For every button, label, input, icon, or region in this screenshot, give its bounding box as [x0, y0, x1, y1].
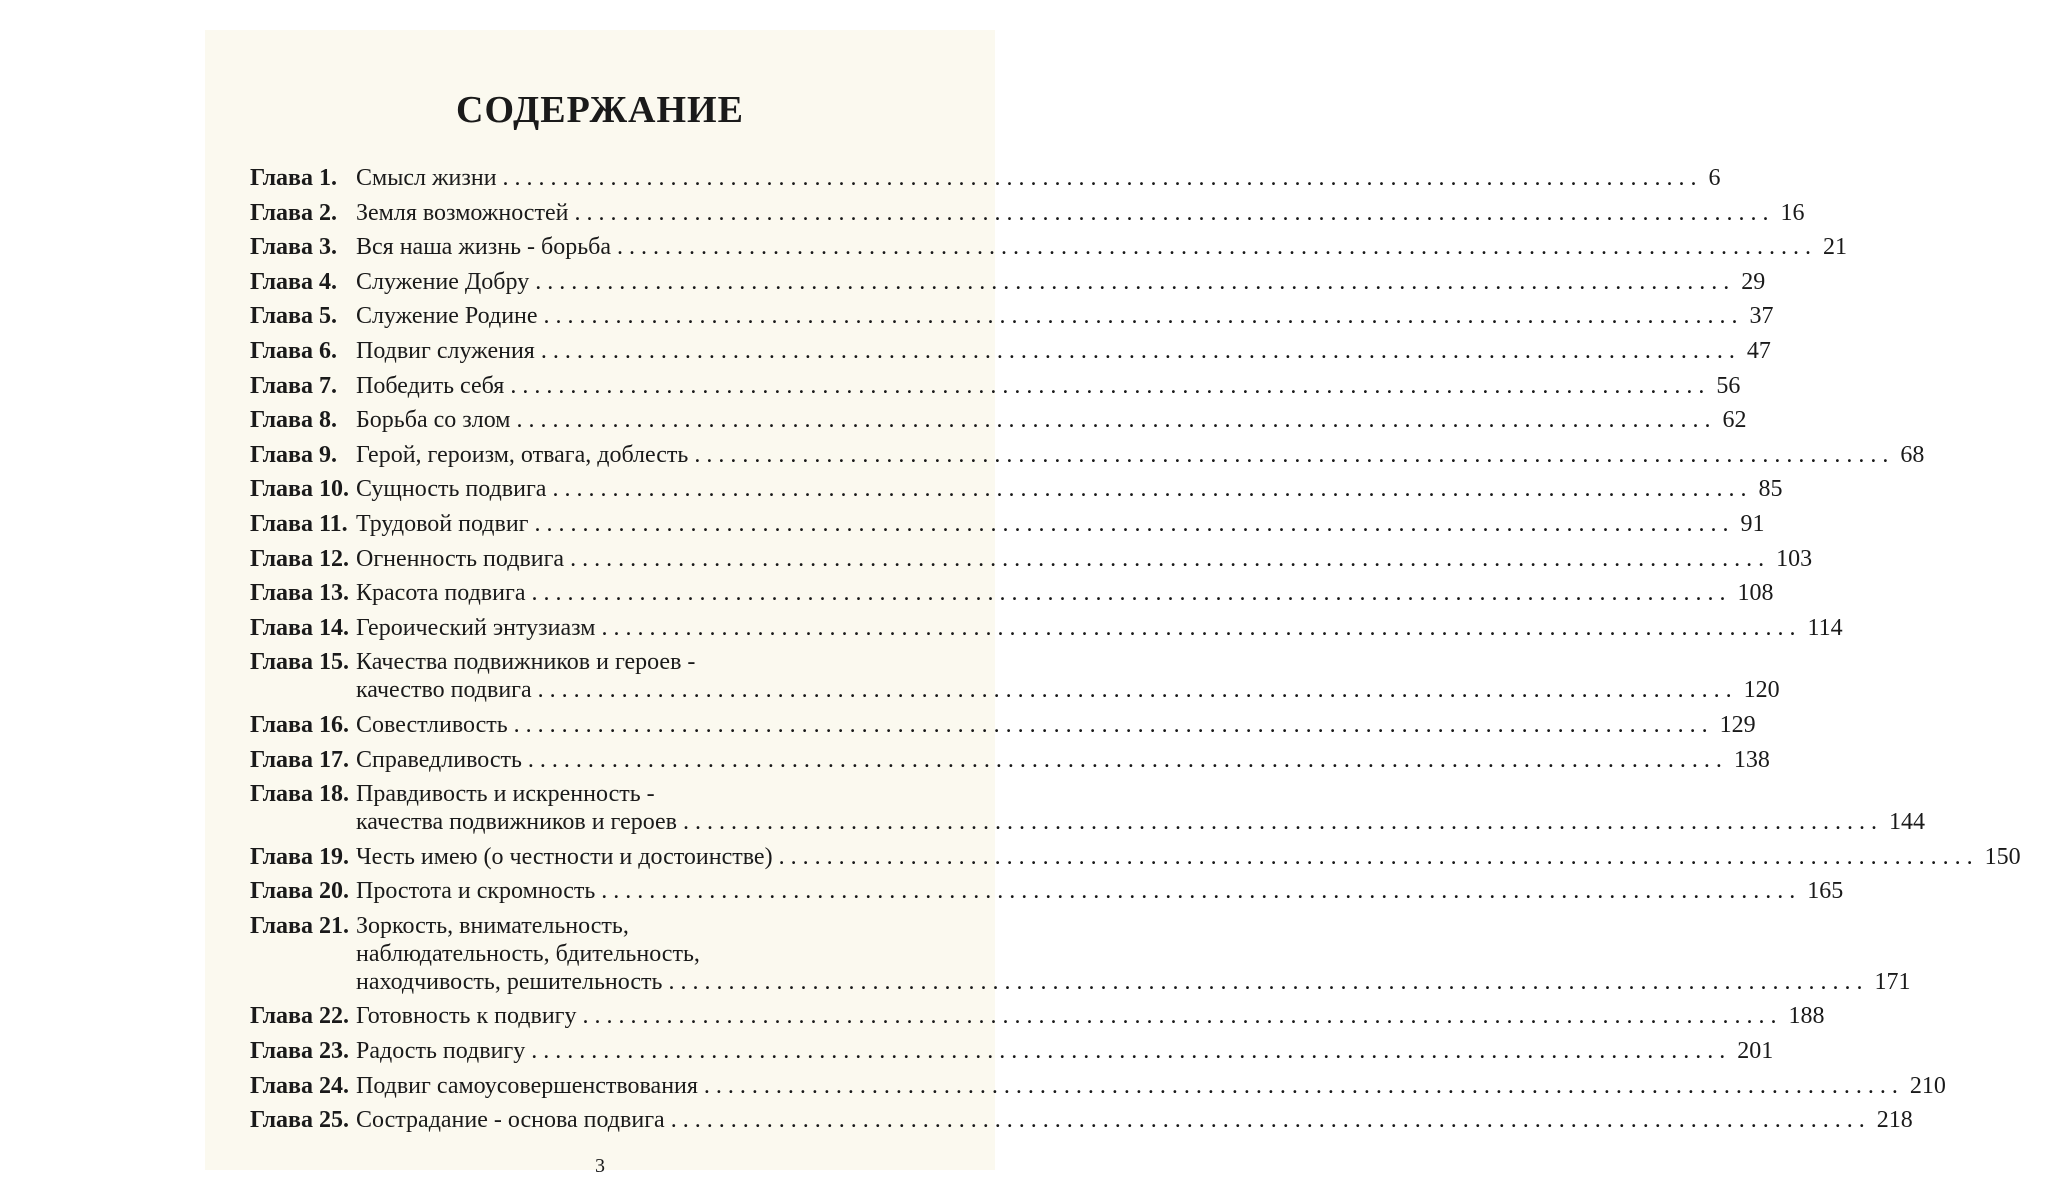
dot-leader: [535, 510, 1729, 538]
chapter-body: [356, 1002, 1857, 1030]
chapter-body: [356, 648, 1812, 704]
chapter-title: Подвиг самоусовершенствования: [356, 1072, 698, 1099]
chapter-title: Смысл жизни: [356, 165, 497, 191]
toc-entry: [250, 199, 1805, 227]
page-title: СОДЕРЖАНИЕ: [456, 89, 744, 131]
chapter-body: [356, 1106, 1945, 1134]
toc-entry: [250, 372, 1741, 400]
chapter-body: [356, 372, 1784, 400]
chapter-title: Борьба со злом: [356, 407, 511, 434]
dot-leader: [570, 545, 1764, 573]
chapter-title-line: [356, 1106, 1945, 1134]
dot-leader: [538, 676, 1732, 704]
chapter-page-number: 210: [1909, 1072, 1946, 1099]
toc-entry: [250, 475, 1783, 503]
toc-entry: [250, 545, 1813, 573]
toc-entry: [250, 648, 1780, 704]
chapter-label: Глава 4.: [250, 268, 337, 295]
chapter-body: [356, 780, 1957, 836]
chapter-page-number: 47: [1746, 337, 1771, 364]
chapter-label: Глава 22.: [250, 1003, 349, 1030]
toc-entry: [250, 1072, 1946, 1100]
chapter-label: Глава 24.: [250, 1072, 349, 1099]
chapter-page-number: 37: [1749, 303, 1774, 330]
chapter-title-line: [356, 337, 1815, 365]
chapter-title-line: [356, 579, 1805, 607]
chapter-title: Герой, героизм, отвага, доблесть: [356, 441, 689, 468]
chapter-title-line: [356, 199, 1848, 227]
dot-leader: [528, 746, 1722, 774]
chapter-body: [356, 233, 1891, 261]
chapter-title: Правдивость и искренность -: [356, 781, 655, 808]
chapter-page-number: 62: [1722, 407, 1747, 434]
dot-leader: [531, 579, 1725, 607]
table-of-contents: [250, 164, 2021, 1141]
chapter-label: Глава 23.: [250, 1038, 349, 1065]
chapter-title: Служение Добру: [356, 268, 530, 295]
chapter-title: Служение Родине: [356, 303, 538, 330]
chapter-title: Героический энтузиазм: [356, 614, 596, 641]
chapter-body: [356, 510, 1809, 538]
book-page: [205, 30, 2021, 1177]
toc-entry: [250, 843, 2021, 871]
dot-leader: [541, 337, 1735, 365]
chapter-label: Глава 19.: [250, 843, 349, 870]
chapter-body: [356, 441, 1968, 469]
chapter-label: Глава 20.: [250, 878, 349, 905]
chapter-body: [356, 912, 1942, 996]
chapter-body: [356, 164, 1777, 192]
chapter-title-line: [356, 406, 1790, 434]
chapter-body: [356, 877, 1875, 905]
chapter-title-line: [356, 648, 1812, 676]
chapter-label: Глава 15.: [250, 649, 349, 676]
chapter-title: Земля возможностей: [356, 199, 569, 226]
chapter-title-line: [356, 441, 1968, 469]
chapter-title-line: [356, 164, 1777, 192]
dot-leader: [544, 302, 1738, 330]
dot-leader: [617, 233, 1811, 261]
chapter-title-line: [356, 780, 1957, 808]
chapter-page-number: 91: [1740, 510, 1765, 537]
chapter-title: Вся наша жизнь - борьба: [356, 234, 612, 261]
chapter-label: Глава 11.: [250, 510, 348, 537]
chapter-title: Честь имею (о честности и достоинстве): [356, 843, 773, 870]
chapter-title-line: [356, 746, 1802, 774]
dot-leader: [601, 877, 1795, 905]
chapter-page-number: 103: [1776, 545, 1813, 572]
chapter-label: Глава 13.: [250, 580, 349, 607]
chapter-label: Глава 17.: [250, 746, 349, 773]
chapter-title-line: [356, 1037, 1805, 1065]
chapter-label: Глава 14.: [250, 614, 349, 641]
chapter-page-number: 16: [1780, 199, 1805, 226]
dot-leader: [704, 1072, 1898, 1100]
dot-leader: [535, 268, 1729, 296]
toc-entry: [250, 912, 1911, 996]
chapter-body: [356, 545, 1844, 573]
chapter-page-number: 21: [1823, 234, 1848, 261]
chapter-title: Красота подвига: [356, 580, 526, 607]
dot-leader: [514, 711, 1708, 739]
dot-leader: [516, 406, 1710, 434]
toc-entry: [250, 510, 1765, 538]
chapter-title-line: [356, 711, 1788, 739]
chapter-title: Радость подвигу: [356, 1038, 526, 1065]
chapter-body: [356, 746, 1802, 774]
dot-leader: [668, 968, 1862, 996]
chapter-page-number: 68: [1900, 441, 1925, 468]
chapter-title-line: [356, 1002, 1857, 1030]
toc-entry: [250, 164, 1721, 192]
dot-leader: [510, 372, 1704, 400]
dot-leader: [574, 199, 1768, 227]
chapter-title: качество подвига: [356, 677, 532, 704]
toc-entry: [250, 302, 1774, 330]
chapter-title: находчивость, решительность: [356, 968, 663, 995]
chapter-body: [356, 199, 1848, 227]
dot-leader: [779, 843, 1973, 871]
chapter-label: Глава 8.: [250, 407, 337, 434]
chapter-body: [356, 614, 1875, 642]
chapter-body: [356, 843, 2053, 871]
toc-entry: [250, 711, 1756, 739]
toc-entry: [250, 233, 1848, 261]
toc-entry: [250, 746, 1770, 774]
chapter-title-line: [356, 877, 1875, 905]
toc-entry: [250, 614, 1843, 642]
chapter-page-number: 188: [1788, 1003, 1825, 1030]
toc-entry: [250, 406, 1747, 434]
chapter-title: Готовность к подвигу: [356, 1003, 577, 1030]
chapter-label: Глава 3.: [250, 234, 337, 261]
chapter-body: [356, 302, 1818, 330]
chapter-page-number: 171: [1874, 968, 1911, 995]
chapter-page-number: 56: [1716, 372, 1741, 399]
chapter-title-line: [356, 968, 1942, 996]
chapter-title-line: [356, 843, 2053, 871]
chapter-label: Глава 9.: [250, 441, 337, 468]
toc-entry: [250, 877, 1844, 905]
chapter-title: Сострадание - основа подвига: [356, 1107, 665, 1134]
chapter-page-number: 85: [1758, 476, 1783, 503]
chapter-body: [356, 1072, 1978, 1100]
dot-leader: [601, 614, 1795, 642]
chapter-title-line: [356, 912, 1942, 940]
toc-entry: [250, 1106, 1913, 1134]
dot-leader: [683, 808, 1877, 836]
chapter-title-line: [356, 676, 1812, 704]
chapter-title-line: [356, 510, 1809, 538]
dot-leader: [583, 1002, 1777, 1030]
dot-leader: [531, 1037, 1725, 1065]
dot-leader: [694, 441, 1888, 469]
chapter-body: [356, 475, 1826, 503]
chapter-page-number: 218: [1876, 1107, 1913, 1134]
chapter-title: Сущность подвига: [356, 476, 547, 503]
chapter-page-number: 150: [1984, 843, 2021, 870]
chapter-body: [356, 1037, 1805, 1065]
toc-entry: [250, 579, 1774, 607]
chapter-page-number: 114: [1807, 614, 1843, 641]
chapter-title-line: [356, 475, 1826, 503]
chapter-page-number: 29: [1741, 268, 1766, 295]
chapter-body: [356, 406, 1790, 434]
chapter-label: Глава 21.: [250, 912, 349, 939]
chapter-title-line: [356, 268, 1809, 296]
chapter-page-number: 138: [1733, 746, 1770, 773]
chapter-page-number: 144: [1889, 809, 1925, 836]
chapter-page-number: 108: [1737, 580, 1774, 607]
chapter-label: Глава 16.: [250, 711, 349, 738]
chapter-title: качества подвижников и героев: [356, 809, 677, 836]
chapter-title-line: [356, 545, 1844, 573]
chapter-title: Качества подвижников и героев -: [356, 649, 696, 676]
chapter-title: наблюдательность, бдительность,: [356, 940, 700, 967]
toc-entry: [250, 780, 1925, 836]
chapter-title-line: [356, 808, 1957, 836]
toc-entry: [250, 1002, 1825, 1030]
chapter-title: Победить себя: [356, 372, 505, 399]
chapter-title-line: [356, 372, 1784, 400]
chapter-page-number: 165: [1807, 878, 1844, 905]
page-number: 3: [595, 1155, 605, 1177]
chapter-title-line: [356, 302, 1818, 330]
toc-entry: [250, 1037, 1774, 1065]
dot-leader: [671, 1106, 1865, 1134]
chapter-body: [356, 337, 1815, 365]
dot-leader: [552, 475, 1746, 503]
chapter-label: Глава 10.: [250, 476, 349, 503]
chapter-title-line: [356, 614, 1875, 642]
chapter-title: Простота и скромность: [356, 878, 596, 905]
chapter-title-line: [356, 1072, 1978, 1100]
chapter-title: Совестливость: [356, 711, 508, 738]
chapter-label: Глава 25.: [250, 1107, 349, 1134]
chapter-label: Глава 7.: [250, 372, 337, 399]
chapter-label: Глава 6.: [250, 337, 337, 364]
toc-entry: [250, 337, 1771, 365]
chapter-label: Глава 18.: [250, 781, 349, 808]
chapter-body: [356, 579, 1805, 607]
toc-entry: [250, 268, 1766, 296]
chapter-page-number: 6: [1708, 165, 1721, 191]
chapter-title: Справедливость: [356, 746, 522, 773]
chapter-title: Огненность подвига: [356, 545, 565, 572]
chapter-body: [356, 268, 1809, 296]
chapter-title-line: [356, 233, 1891, 261]
dot-leader: [503, 164, 1697, 192]
chapter-page-number: 120: [1743, 677, 1780, 704]
chapter-page-number: 201: [1737, 1038, 1774, 1065]
chapter-label: Глава 1.: [250, 165, 337, 191]
chapter-title: Зоркость, внимательность,: [356, 912, 629, 939]
toc-entry: [250, 441, 1925, 469]
chapter-title: Подвиг служения: [356, 337, 535, 364]
chapter-title: Трудовой подвиг: [356, 510, 529, 537]
chapter-body: [356, 711, 1788, 739]
chapter-label: Глава 5.: [250, 303, 337, 330]
chapter-label: Глава 12.: [250, 545, 349, 572]
chapter-label: Глава 2.: [250, 199, 337, 226]
chapter-page-number: 129: [1719, 711, 1756, 738]
chapter-title-line: [356, 940, 1942, 968]
